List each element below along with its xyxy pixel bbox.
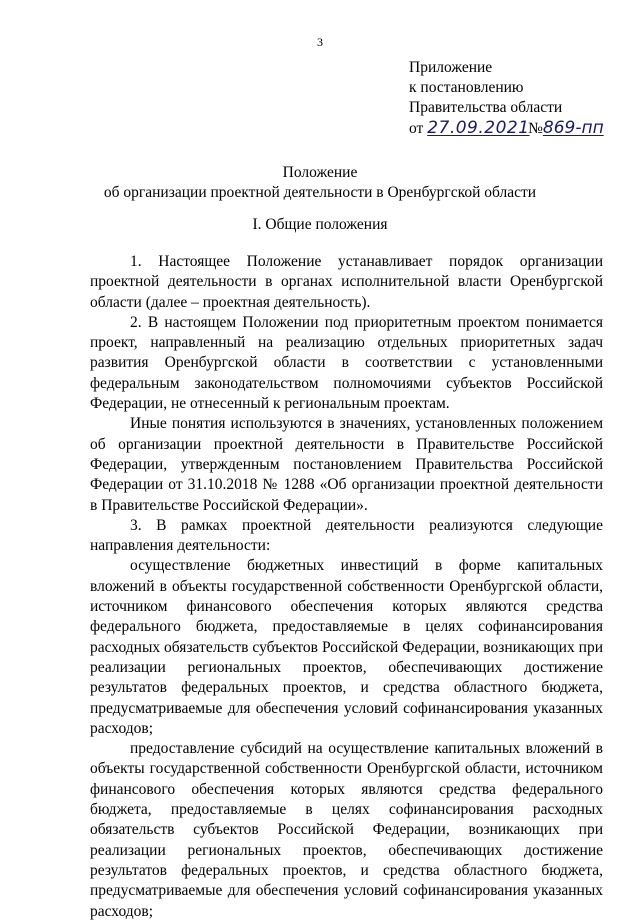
paragraph-6: предоставление субсидий на осуществление капитальных вложений в объекты государственной собственности Оренбургской области, источником финансового обеспечения которых являются средства федерального бюджета, предоставляемые в целях софинансирования расходных обязательств субъектов Российской Федерации, возникающих при реализации региональных проектов, обеспечивающих достижение результатов федеральных проектов, и средства областного бюджета, предусматриваемые для обеспечения условий софинансирования указанных расходов; bbox=[90, 740, 603, 920]
appendix-line-1: Приложение bbox=[409, 59, 493, 76]
paragraph-2: 2. В настоящем Положении под приоритетным проектом понимается проект, направленный на реализацию отдельных приоритетных задач развития Оренбургской области в соответствии с установленными федеральным законодательством полномочиями субъектов Российской Федерации, не отнесенный к региональным проектам. bbox=[90, 313, 603, 413]
document-body bbox=[90, 252, 603, 922]
appendix-line-3: Правительства области bbox=[409, 99, 563, 116]
paragraph-5: осуществление бюджетных инвестиций в форме капитальных вложений в объекты государственной собственности Оренбургской области, источником финансового обеспечения которых являются средства федерального бюджета, предоставляемые в целях софинансирования расходных обязательств субъектов Российской Федерации, возникающих при реализации региональных проектов, обеспечивающих достижение результатов федеральных проектов, и средства областного бюджета, предусматриваемые для обеспечения условий софинансирования указанных расходов; bbox=[90, 557, 603, 737]
paragraph-1: 1. Настоящее Положение устанавливает порядок организации проектной деятельности в органах исполнительной власти Оренбургской области (далее – проектная деятельность). bbox=[90, 253, 603, 311]
number-prefix: № bbox=[528, 120, 543, 137]
title-line-2: об организации проектной деятельности в Оренбургской области bbox=[103, 184, 537, 201]
appendix-line-2: к постановлению bbox=[409, 79, 524, 96]
title-line-1: Положение bbox=[282, 164, 358, 181]
paragraph-3: Иные понятия используются в значениях, установленных положением об организации проектной деятельности в Правительстве Российской Федерации, утвержденным постановлением Правительства Российской Федерации от 31.10.2018 № 1288 «Об организации проектной деятельности в Правительстве Российской Федерации». bbox=[90, 415, 603, 514]
document-title bbox=[0, 163, 640, 203]
appendix-date-number-line bbox=[409, 118, 604, 139]
from-prefix: от bbox=[409, 120, 424, 137]
page-number: 3 bbox=[317, 35, 323, 49]
appendix-block bbox=[409, 58, 604, 139]
handwritten-number: 869-пп bbox=[542, 118, 604, 138]
paragraph-4: 3. В рамках проектной деятельности реализуются следующие направления деятельности: bbox=[90, 516, 603, 555]
section-heading: I. Общие положения bbox=[252, 216, 388, 233]
handwritten-date: 27.09.2021 bbox=[427, 118, 530, 138]
